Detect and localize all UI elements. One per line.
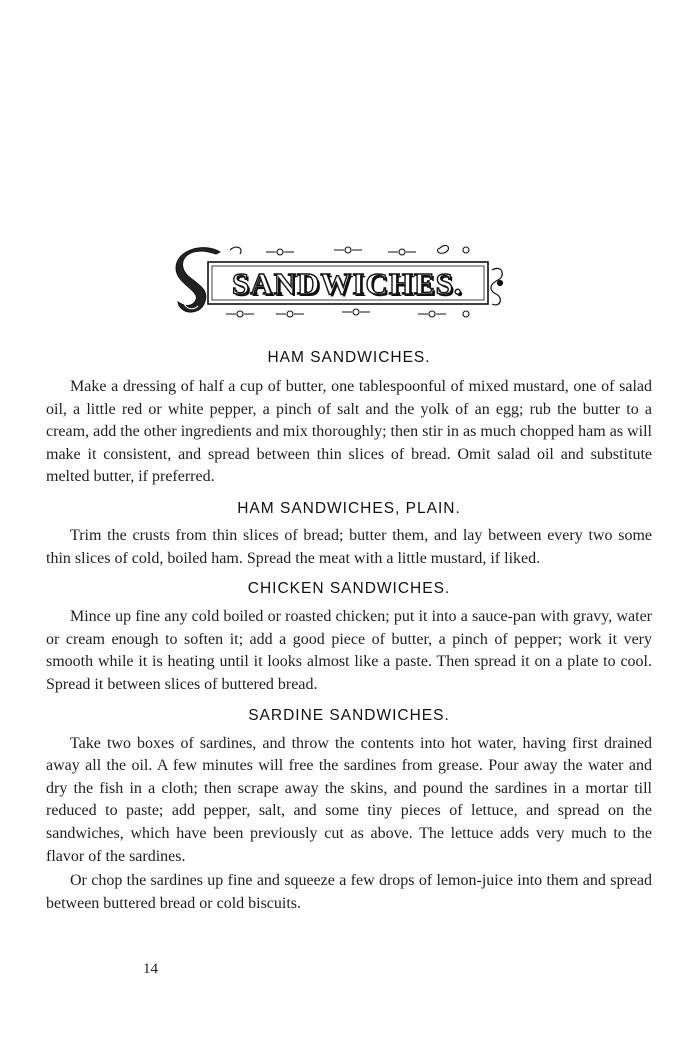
section-heading: CHICKEN SANDWICHES. [247, 580, 451, 598]
section-paragraph: Take two boxes of sardines, and throw the contents into hot water, having first drained away all the oil. A few minutes will free the sardines from grease. Pour away the water and dry the fish in a cloth; then scrape away the skins, and pound the sardines in a mortar till reduced to paste; add pepper, salt, and some tiny pieces of lettuce, and spread on the sandwiches, which have been previously cut as above. The lettuce adds very much to the flavor of the sardines. [46, 734, 652, 865]
section-paragraph: Or chop the sardines up fine and squeeze a few drops of lemon-juice into them and spread between buttered bread or cold biscuits. [46, 872, 652, 912]
title-banner [170, 240, 510, 322]
page-number: 14 [143, 961, 158, 977]
page-content [46, 348, 652, 915]
section-heading: HAM SANDWICHES. [267, 349, 431, 366]
banner-title: SANDWICHES. [232, 266, 463, 301]
section-paragraph: Mince up fine any cold boiled or roasted chicken; put it into a sauce-pan with gravy, water or cream enough to soften it; add a good piece of butter, a pinch of pepper; work it very smooth while it is heating until it looks almost like a paste. Then spread it on a plate to cool. Spread it between slices of buttered bread. [46, 608, 652, 693]
section-heading: SARDINE SANDWICHES. [248, 706, 450, 724]
section-paragraph: Make a dressing of half a cup of butter, one tablespoonful of mixed mustard, one of salad oil, a little red or white pepper, a pinch of salt and the yolk of an egg; rub the butter to a cream, add the other ingredients and mix thoroughly; then stir in as much chopped ham as will make it consistent, and spread between thin slices of bread. Omit salad oil and substitute melted butter, if preferred. [46, 378, 652, 486]
section-paragraph: Trim the crusts from thin slices of bread; butter them, and lay between every two some thin slices of cold, boiled ham. Spread the meat with a little mustard, if liked. [46, 526, 652, 567]
section-heading: HAM SANDWICHES, PLAIN. [237, 499, 461, 517]
